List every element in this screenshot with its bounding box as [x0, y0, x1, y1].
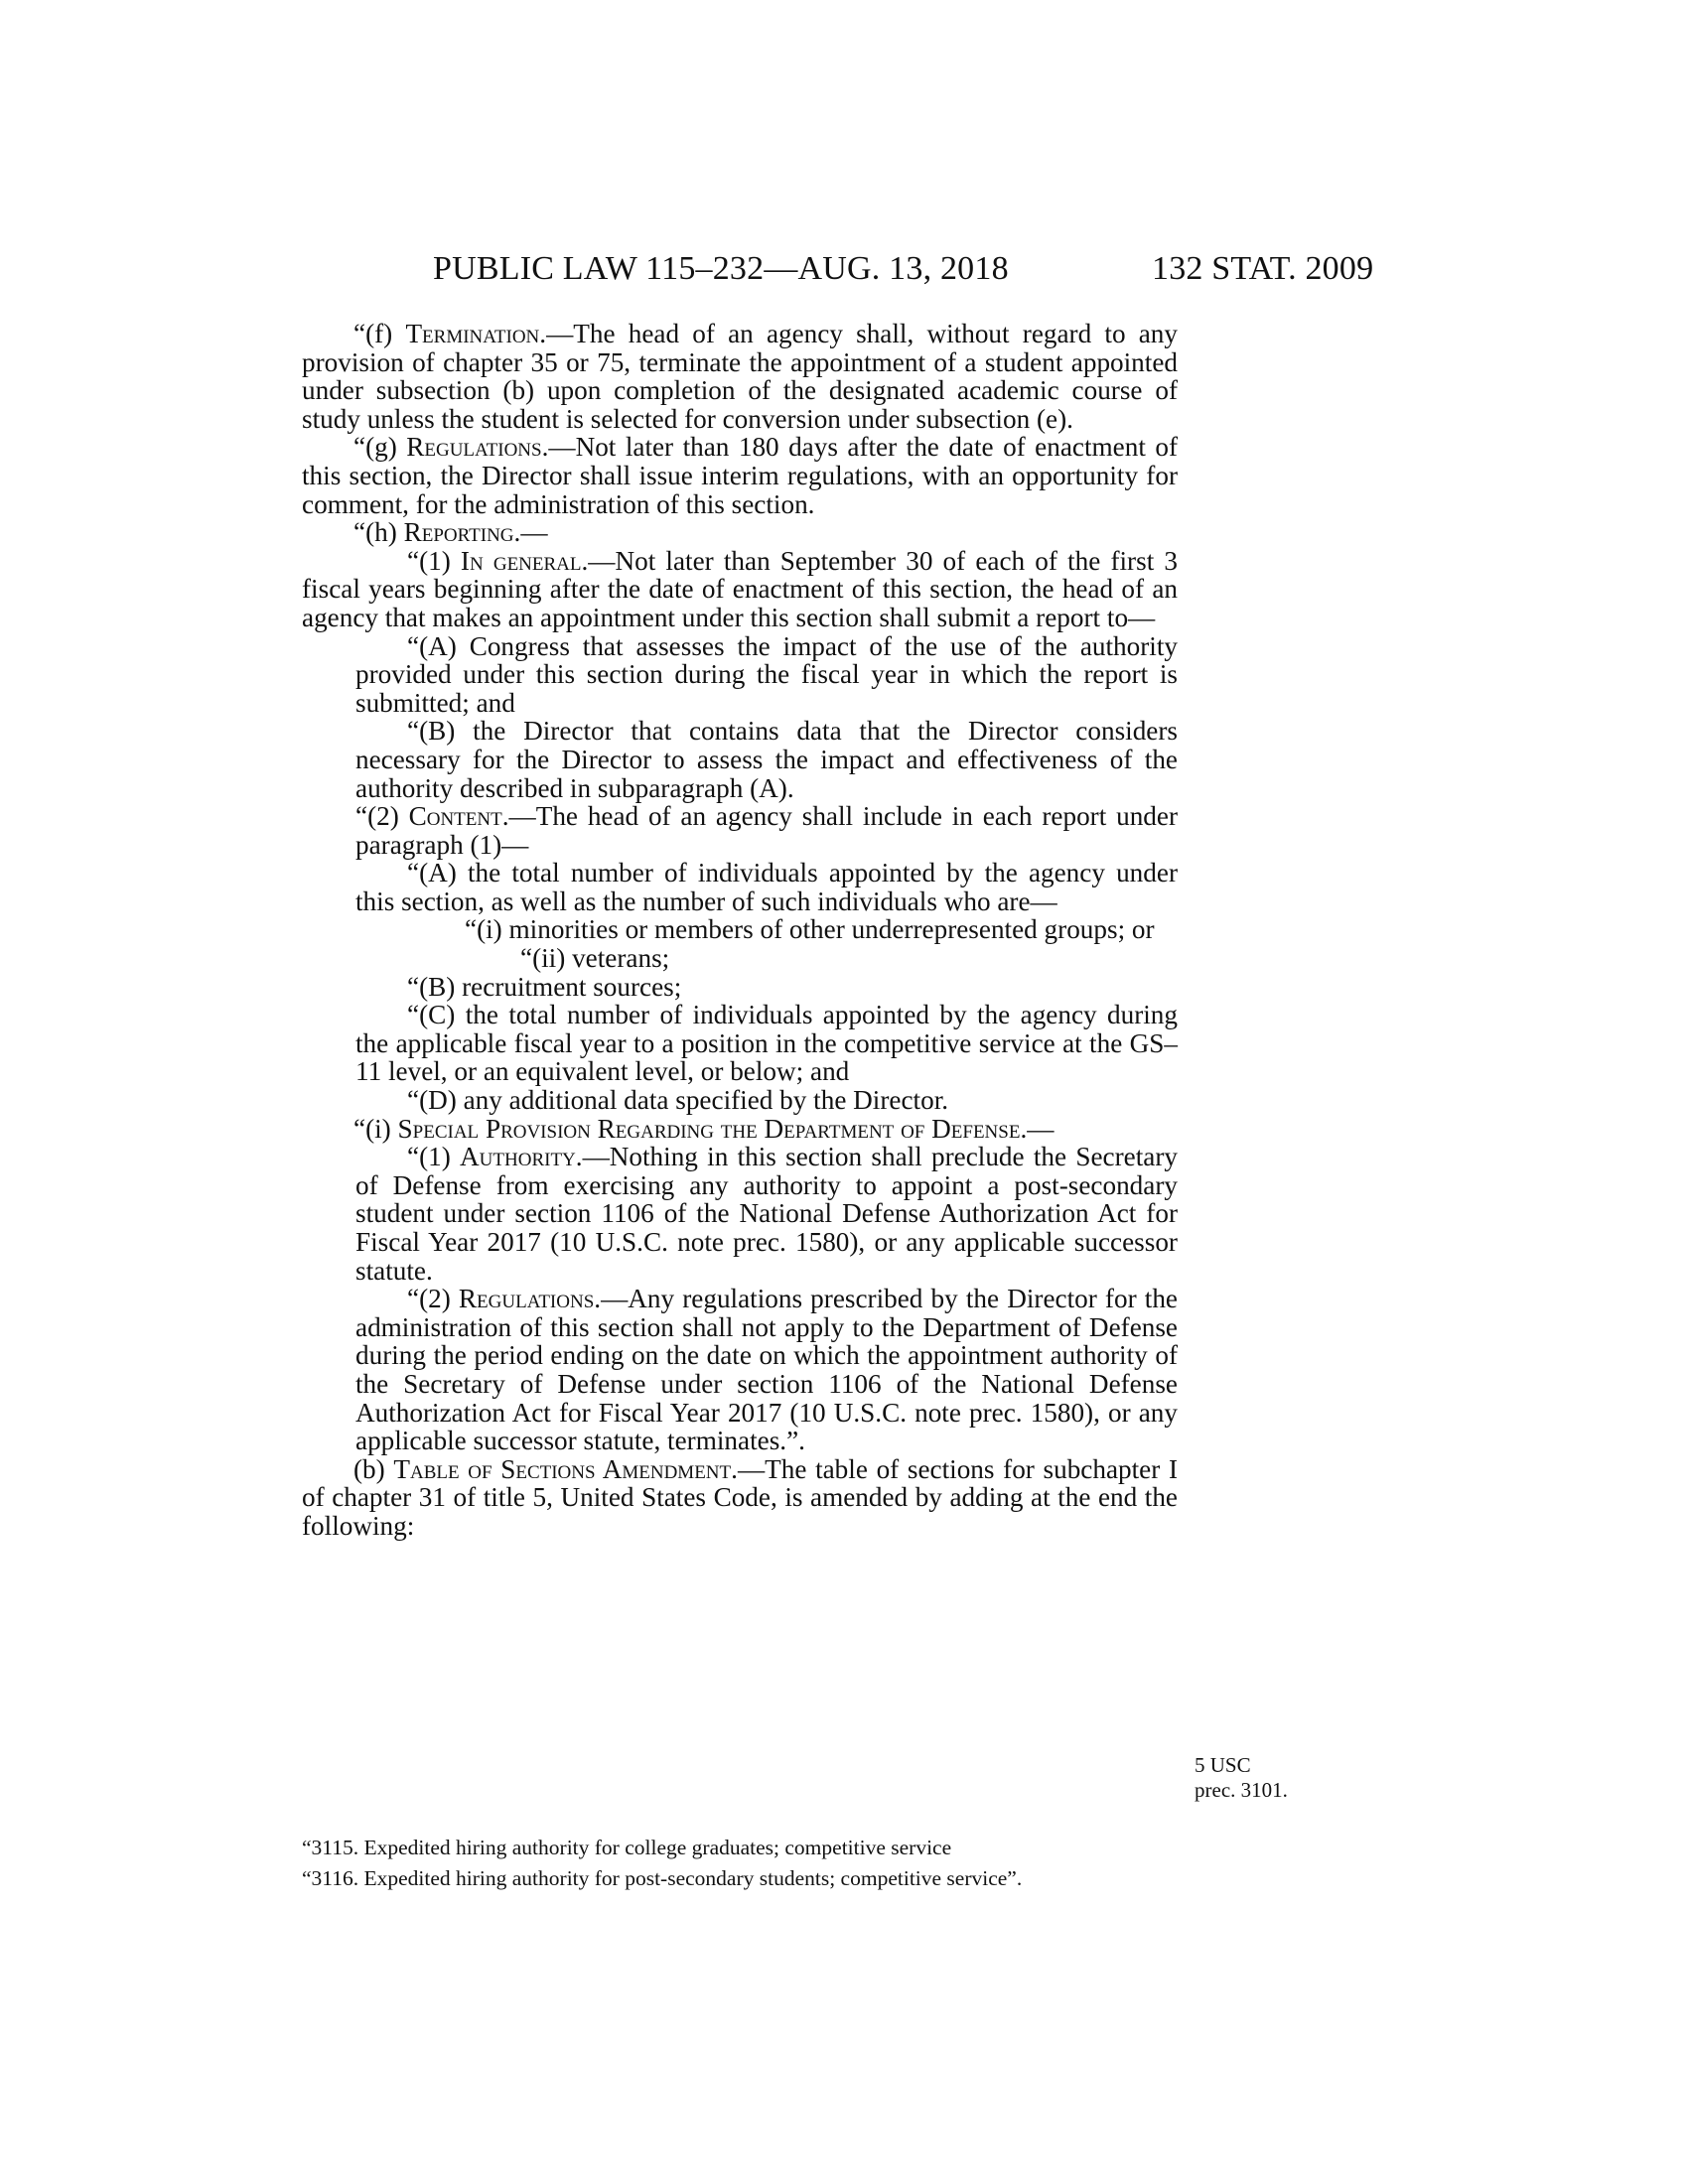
subsection-b: [302, 1455, 1178, 1541]
paragraph-i2: [302, 1285, 1178, 1455]
subparagraph-h1-b: “(B) the Director that contains data that the Director considers necessary for the Director to assess the impact and effectiveness of the authority described in subparagraph (A).: [355, 716, 1178, 803]
paragraph-i1-heading: Authority: [460, 1142, 576, 1172]
paragraph-i1-open: “(1): [407, 1142, 461, 1172]
subparagraph-h2-b: “(B) recruitment sources;: [407, 971, 682, 1002]
subsection-f-open: “(f): [353, 319, 406, 348]
subsection-i: [302, 1115, 1178, 1144]
subsection-i-open: “(i): [353, 1113, 398, 1144]
margin-citation: [1195, 1753, 1288, 1803]
subparagraph-h2-d: “(D) any additional data specified by the Director.: [407, 1085, 949, 1116]
subsection-i-text: .—: [1020, 1113, 1055, 1144]
toc-line-3115: “3115. Expedited hiring authority for college graduates; competitive service: [302, 1836, 952, 1859]
subsection-h-heading: Reporting: [403, 517, 514, 548]
paragraph-i2-heading: Regulations: [458, 1284, 595, 1314]
table-of-sections: [302, 1833, 1022, 1894]
paragraph-i1-text: .—Nothing in this section shall preclude the Secretary of Defense from exercising any authority to appoint a post-secondary student under section 1106 of the National Defense Authorization Act for Fiscal Year 2017 (10 U.S.C. note prec. 1580), or any applicable successor statute.: [355, 1142, 1178, 1286]
subparagraph-h2-c: “(C) the total number of individuals appointed by the agency during the applicable fiscal year to a position in the competitive service at the GS–11 level, or an equivalent level, or below; and: [355, 1000, 1178, 1087]
paragraph-h2: [302, 802, 1178, 859]
subparagraph-h2-a: “(A) the total number of individuals appointed by the agency under this section, as well as the number of such individuals who are—: [355, 858, 1178, 916]
paragraph-i1: [302, 1143, 1178, 1285]
toc-line-3116: “3116. Expedited hiring authority for post-secondary students; competitive service”.: [302, 1866, 1023, 1890]
subsection-h-text: .—: [513, 517, 548, 548]
page-header-title: PUBLIC LAW 115–232—AUG. 13, 2018: [433, 250, 1009, 287]
subsection-i-heading: Special Provision Regarding the Department of Defense: [397, 1113, 1021, 1144]
subsection-b-text: .—The table of sections for subchapter I of chapter 31 of title 5, United States Code, is amended by adding at the end the following:: [302, 1453, 1179, 1541]
clause-h2-a-i: “(i) minorities or members of other underrepresented groups; or: [465, 914, 1155, 945]
subparagraph-h1-a: “(A) Congress that assesses the impact of the use of the authority provided under this section during the fiscal year in which the report is submitted; and: [355, 630, 1178, 718]
margin-citation-line1: 5 USC: [1195, 1753, 1251, 1777]
subsection-g: [302, 433, 1178, 518]
subsection-g-text: .—Not later than 180 days after the date of enactment of this section, the Director shall issue interim regulations, with an opportunity for comment, for the administration of this section.: [302, 432, 1178, 519]
paragraph-h1-open: “(1): [407, 545, 461, 576]
paragraph-i2-text: .—Any regulations prescribed by the Director for the administration of this section shall not apply to the Department of Defense during the period ending on the date on which the appointment authority of the Secretary of Defense under section 1106 of the National Defense Authorization Act for Fiscal Year 2017 (10 U.S.C. note prec. 1580), or any applicable successor statute, terminates.”.: [355, 1284, 1178, 1456]
document-body: [302, 320, 1178, 1541]
subsection-g-heading: Regulations: [406, 432, 542, 463]
paragraph-h1: [302, 547, 1178, 632]
paragraph-h1-heading: In general: [460, 545, 582, 576]
paragraph-h2-text: .—The head of an agency shall include in each report under paragraph (1)—: [355, 801, 1178, 860]
margin-citation-line2: prec. 3101.: [1195, 1778, 1288, 1802]
subsection-b-heading: Table of Sections Amendment: [393, 1453, 732, 1484]
paragraph-h1-text: .—Not later than September 30 of each of the first 3 fiscal years beginning after the date of enactment of this section, the head of an agency that makes an appointment under this section shall submit a report to—: [302, 545, 1178, 632]
subsection-g-open: “(g): [353, 432, 407, 463]
subsection-b-open: (b): [353, 1453, 394, 1484]
paragraph-h2-open: “(2): [355, 801, 409, 832]
subsection-f-heading: Termination: [405, 319, 540, 348]
paragraph-i2-open: “(2): [407, 1284, 459, 1314]
subsection-f: [302, 320, 1178, 433]
subsection-h: [302, 518, 1178, 547]
clause-h2-a-ii: “(ii) veterans;: [520, 943, 670, 974]
subsection-h-open: “(h): [353, 517, 404, 548]
subsection-f-text: .—The head of an agency shall, without regard to any provision of chapter 35 or 75, terminate the appointment of a student appointed under subsection (b) upon completion of the designated academic course of study unless the student is selected for conversion under subsection (e).: [302, 319, 1178, 434]
page-header-stat: 132 STAT. 2009: [1152, 250, 1374, 287]
paragraph-h2-heading: Content: [408, 801, 502, 832]
